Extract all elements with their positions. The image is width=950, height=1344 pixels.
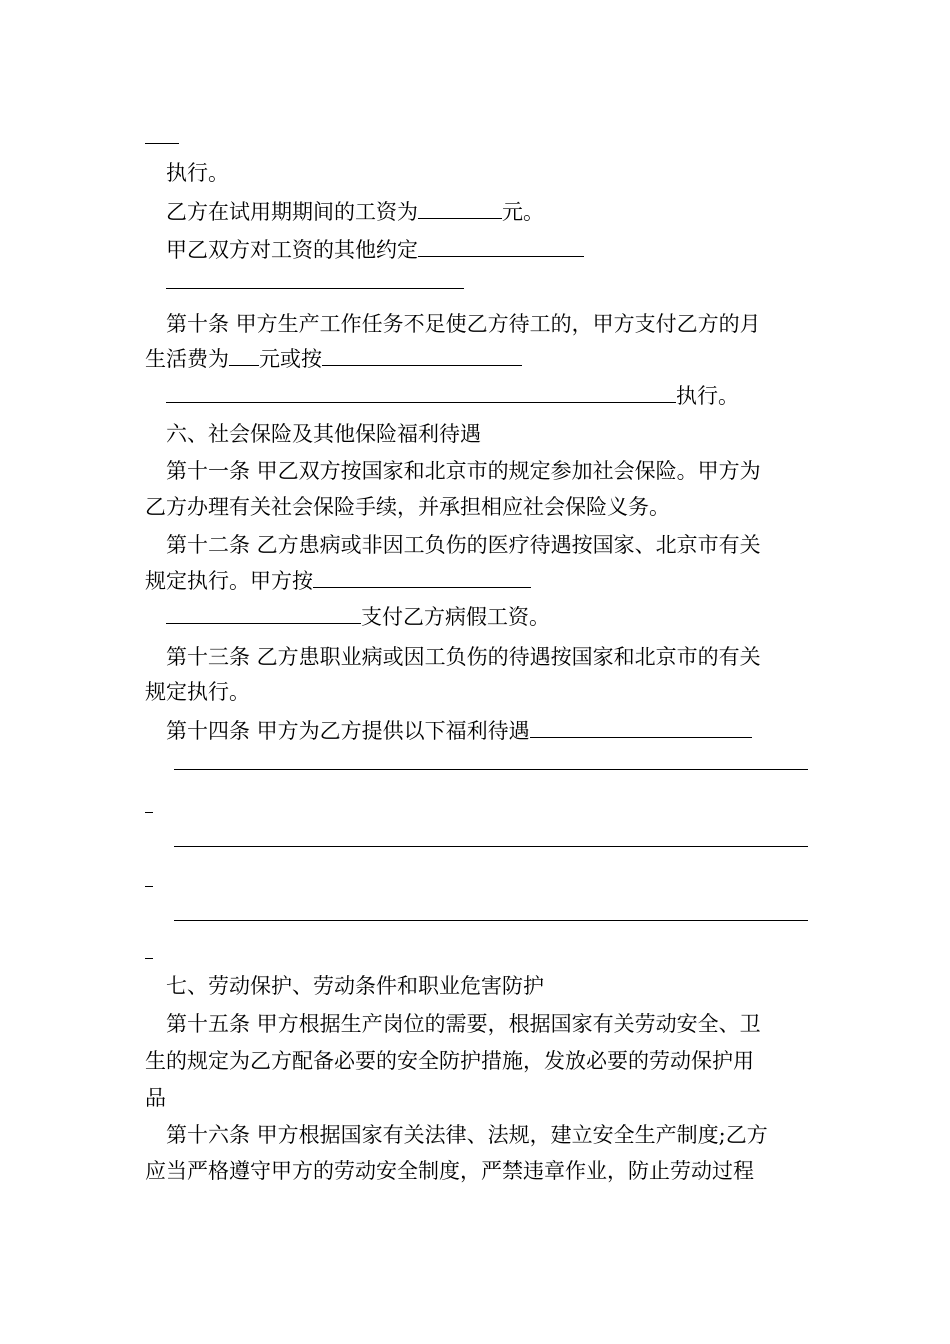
blank-field [418,234,584,257]
text-line: 甲乙双方对工资的其他约定 [145,234,836,265]
text-line: 规定执行。 [145,680,250,704]
text-line: 乙方在试用期期间的工资为 元。 [145,196,836,227]
blank-field [166,380,676,403]
text-line: 第十三条 乙方患职业病或因工负伤的待遇按国家和北京市的有关 [166,645,761,669]
text-line: 第十条 甲方生产工作任务不足使乙方待工的，甲方支付乙方的月 [166,312,761,336]
text-line: 支付乙方病假工资。 [145,601,836,632]
text-line: 生的规定为乙方配备必要的安全防护措施，发放必要的劳动保护用 [145,1049,754,1073]
text-line: 规定执行。甲方按 [145,565,815,596]
text-line: 应当严格遵守甲方的劳动安全制度，严禁违章作业，防止劳动过程 [145,1159,754,1183]
blank-line-tail [145,958,153,959]
section-heading: 六、社会保险及其他保险福利待遇 [166,422,481,446]
blank-line [174,846,808,847]
blank-line-tail [145,812,153,813]
blank-line [166,288,464,289]
blank-line [174,920,808,921]
blank-line-tail [145,886,153,887]
text-line: 第十五条 甲方根据生产岗位的需要，根据国家有关劳动安全、卫 [166,1012,761,1036]
text-line: 执行。 [166,161,229,185]
text-line: 品 [145,1086,166,1110]
text-line: 第十一条 甲乙双方按国家和北京市的规定参加社会保险。甲方为 [166,459,761,483]
text-line: 乙方办理有关社会保险手续，并承担相应社会保险义务。 [145,495,670,519]
blank-field [322,343,522,366]
blank-field [530,715,752,738]
text-line: 第十六条 甲方根据国家有关法律、法规，建立安全生产制度;乙方 [166,1123,768,1147]
text-line: 执行。 [145,380,836,411]
blank-field [229,343,259,366]
blank-line [174,769,808,770]
section-heading: 七、劳动保护、劳动条件和职业危害防护 [166,974,544,998]
text-line: 生活费为 元或按 [145,343,815,374]
top-blank-line [145,143,179,144]
blank-field [418,196,502,219]
text-line: 第十二条 乙方患病或非因工负伤的医疗待遇按国家、北京市有关 [166,533,761,557]
blank-field [313,565,531,588]
text-line: 第十四条 甲方为乙方提供以下福利待遇 [145,715,836,746]
blank-field [166,601,361,624]
